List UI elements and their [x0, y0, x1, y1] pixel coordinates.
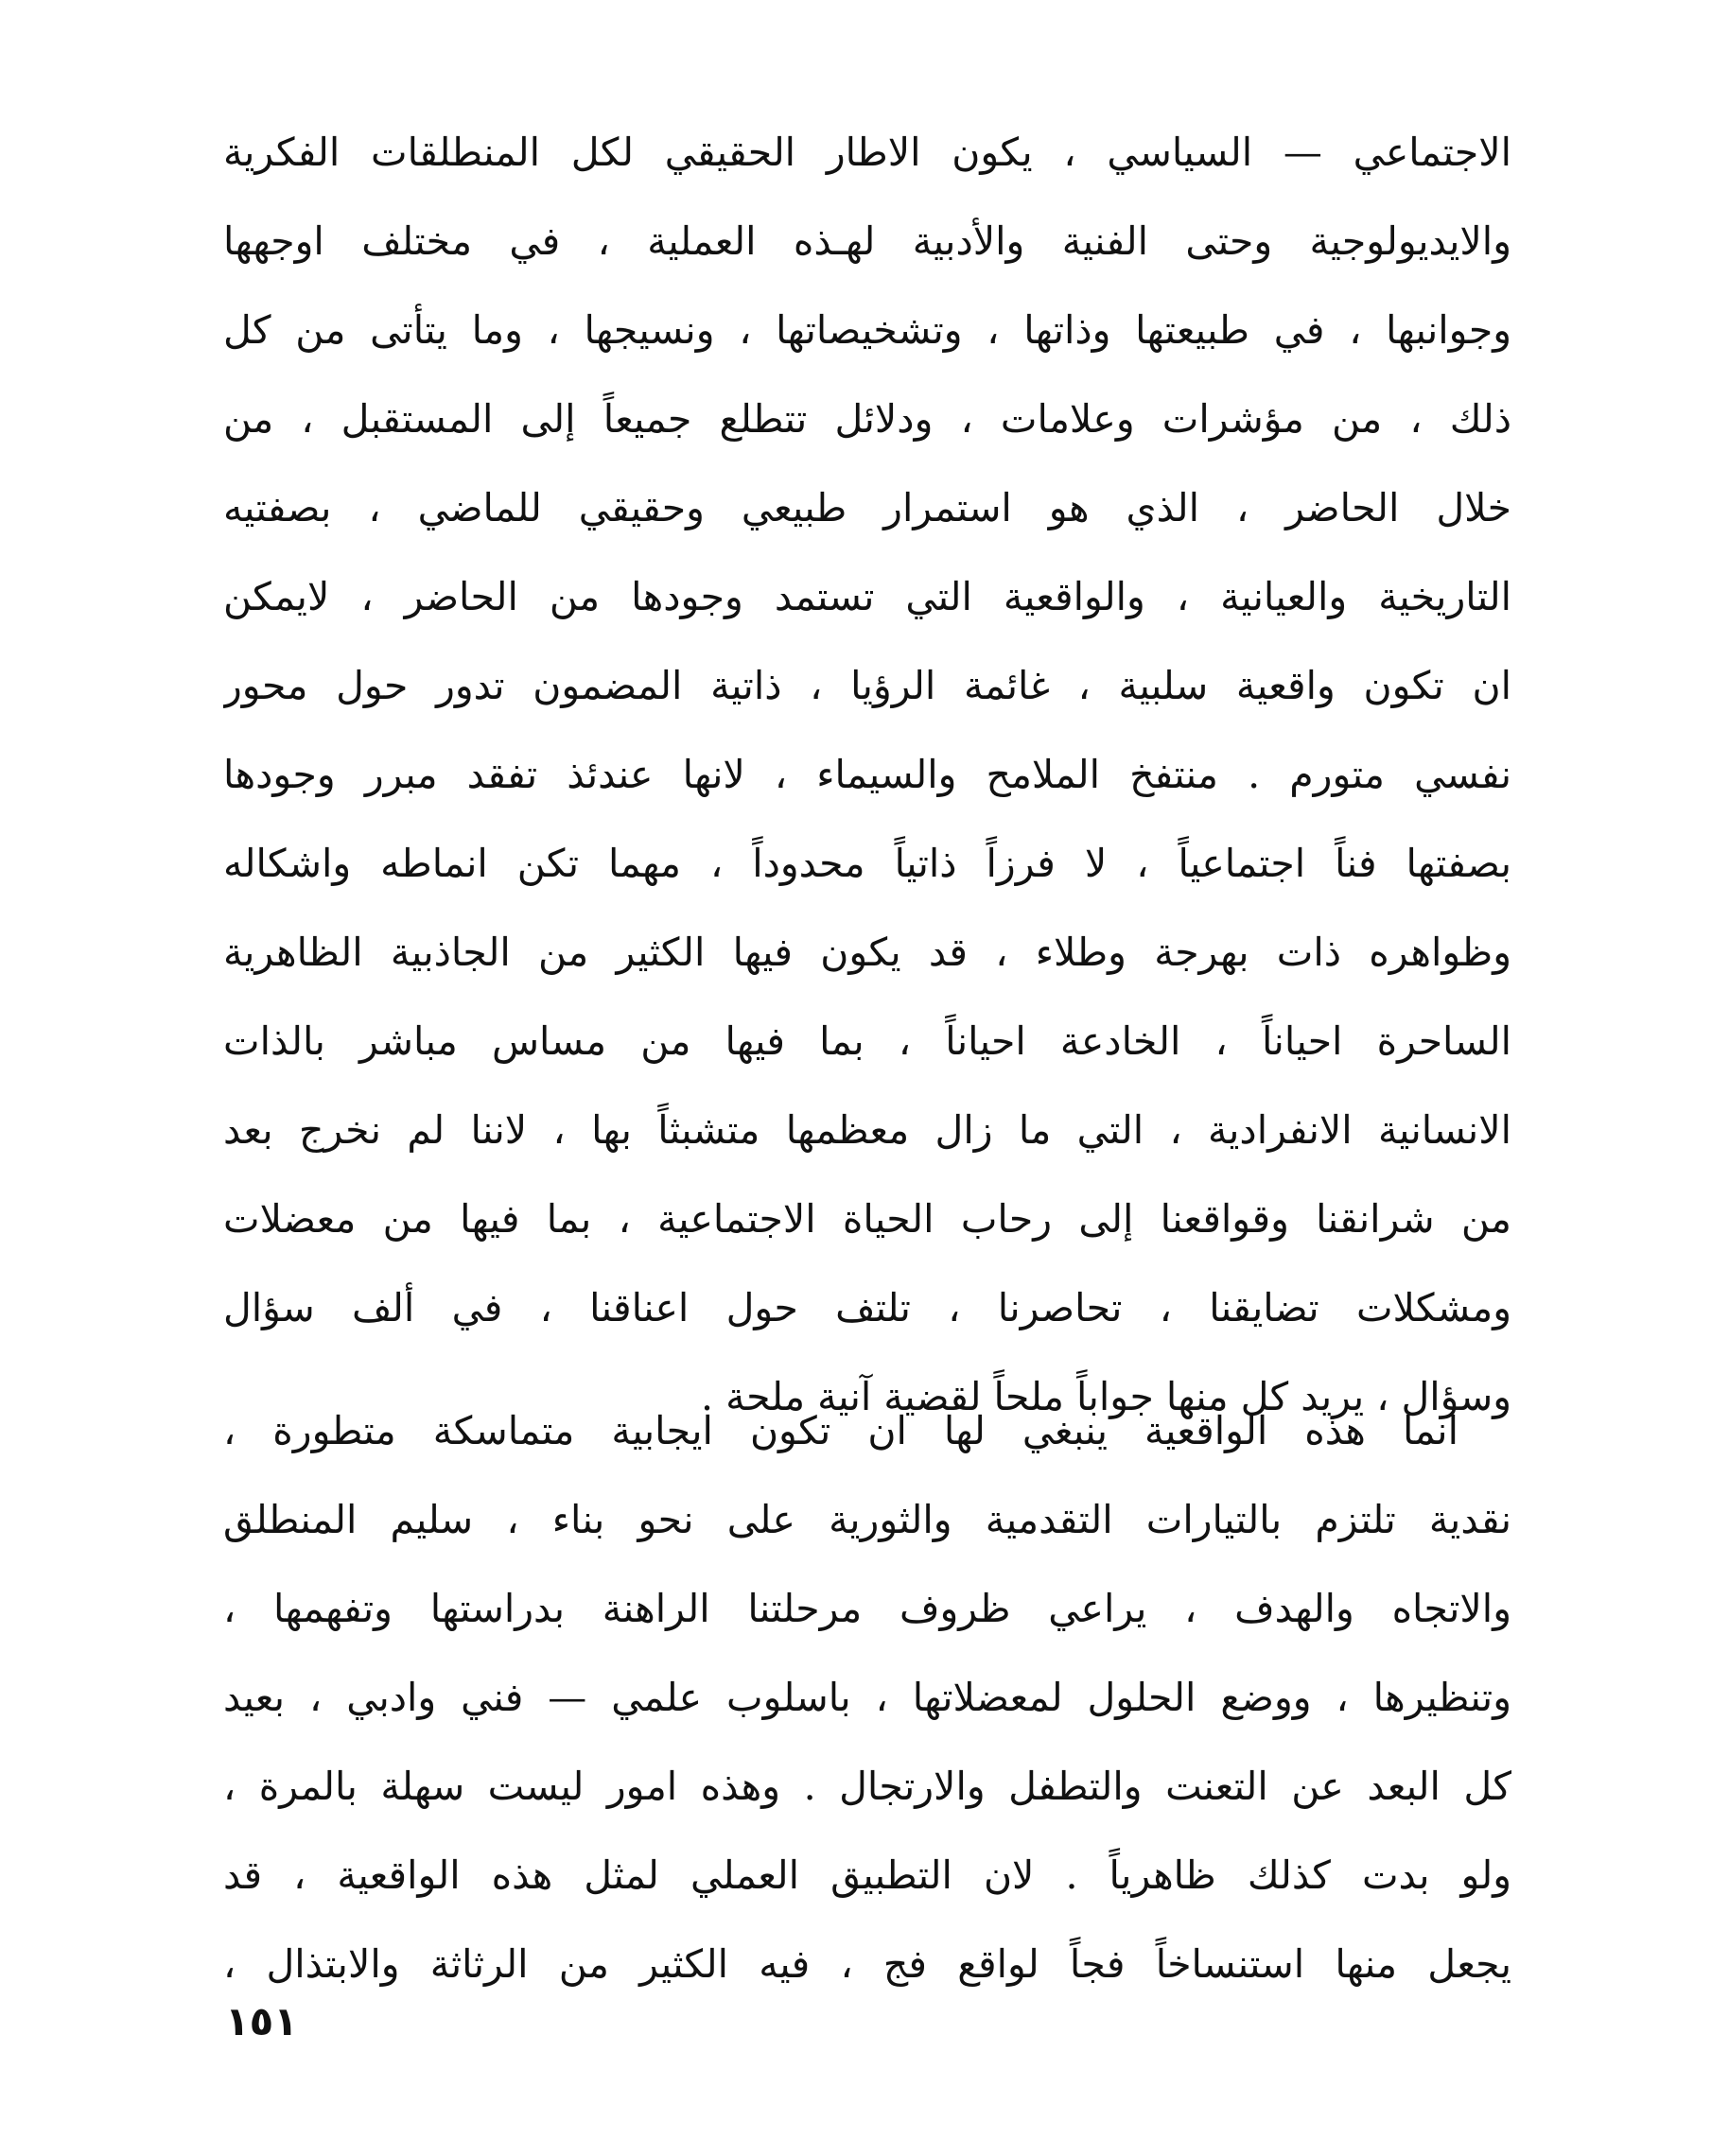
paragraph-2 — [223, 1386, 1511, 2008]
text-line: ذلك ، من مؤشرات وعلامات ، ودلائل تتطلع جميعاً إلى المستقبل ، من — [223, 396, 1511, 442]
text-line: وظواهره ذات بهرجة وطلاء ، قد يكون فيها الكثير من الجاذبية الظاهرية — [223, 930, 1511, 975]
text-line: نقدية تلتزم بالتيارات التقدمية والثورية على نحو بناء ، سليم المنطلق — [223, 1497, 1511, 1542]
text-line: والاتجاه والهدف ، يراعي ظروف مرحلتنا الراهنة بدراستها وتفهمها ، — [223, 1586, 1511, 1631]
text-line: من شرانقنا وقواقعنا إلى رحاب الحياة الاجتماعية ، بما فيها من معضلات — [223, 1196, 1511, 1242]
text-line: ومشكلات تضايقنا ، تحاصرنا ، تلتف حول اعناقنا ، في ألف سؤال — [223, 1285, 1511, 1330]
text-line: الانسانية الانفرادية ، التي ما زال معظمها متشبثاً بها ، لاننا لم نخرج بعد — [223, 1107, 1511, 1153]
paragraph-1 — [223, 108, 1511, 1441]
text-line: وسؤال ، يريد كل منها جواباً ملحاً لقضية آنية ملحة . — [701, 1374, 1511, 1419]
text-line: التاريخية والعيانية ، والواقعية التي تستمد وجودها من الحاضر ، لايمكن — [223, 574, 1511, 619]
text-line: يجعل منها استنساخاً فجاً لواقع فج ، فيه الكثير من الرثاثة والابتذال ، — [223, 1941, 1511, 1987]
page-number: ١٥١ — [225, 1998, 298, 2044]
text-line: كل البعد عن التعنت والتطفل والارتجال . وهذه امور ليست سهلة بالمرة ، — [223, 1764, 1511, 1809]
text-line: بصفتها فناً اجتماعياً ، لا فرزاً ذاتياً محدوداً ، مهما تكن انماطه واشكاله — [223, 841, 1511, 886]
text-line: وتنظيرها ، ووضع الحلول لمعضلاتها ، باسلوب علمي — فني وادبي ، بعيد — [223, 1675, 1511, 1720]
text-line: والايديولوجية وحتى الفنية والأدبية لهـذه العملية ، في مختلف اوجهها — [223, 218, 1511, 264]
text-line: ولو بدت كذلك ظاهرياً . لان التطبيق العملي لمثل هذه الواقعية ، قد — [223, 1852, 1511, 1898]
text-line: انما هذه الواقعية ينبغي لها ان تكون ايجابية متماسكة متطورة ، — [223, 1408, 1458, 1453]
text-line: خلال الحاضر ، الذي هو استمرار طبيعي وحقيقي للماضي ، بصفتيه — [223, 485, 1511, 530]
text-line: ان تكون واقعية سلبية ، غائمة الرؤيا ، ذاتية المضمون تدور حول محور — [223, 663, 1511, 708]
text-line: نفسي متورم . منتفخ الملامح والسيماء ، لانها عندئذ تفقد مبرر وجودها — [223, 752, 1511, 797]
text-line: الاجتماعي — السياسي ، يكون الاطار الحقيقي لكل المنطلقات الفكرية — [223, 130, 1511, 175]
text-line: وجوانبها ، في طبيعتها وذاتها ، وتشخيصاتها ، ونسيجها ، وما يتأتى من كل — [223, 307, 1511, 353]
text-line: الساحرة احياناً ، الخادعة احياناً ، بما فيها من مساس مباشر بالذات — [223, 1018, 1511, 1064]
